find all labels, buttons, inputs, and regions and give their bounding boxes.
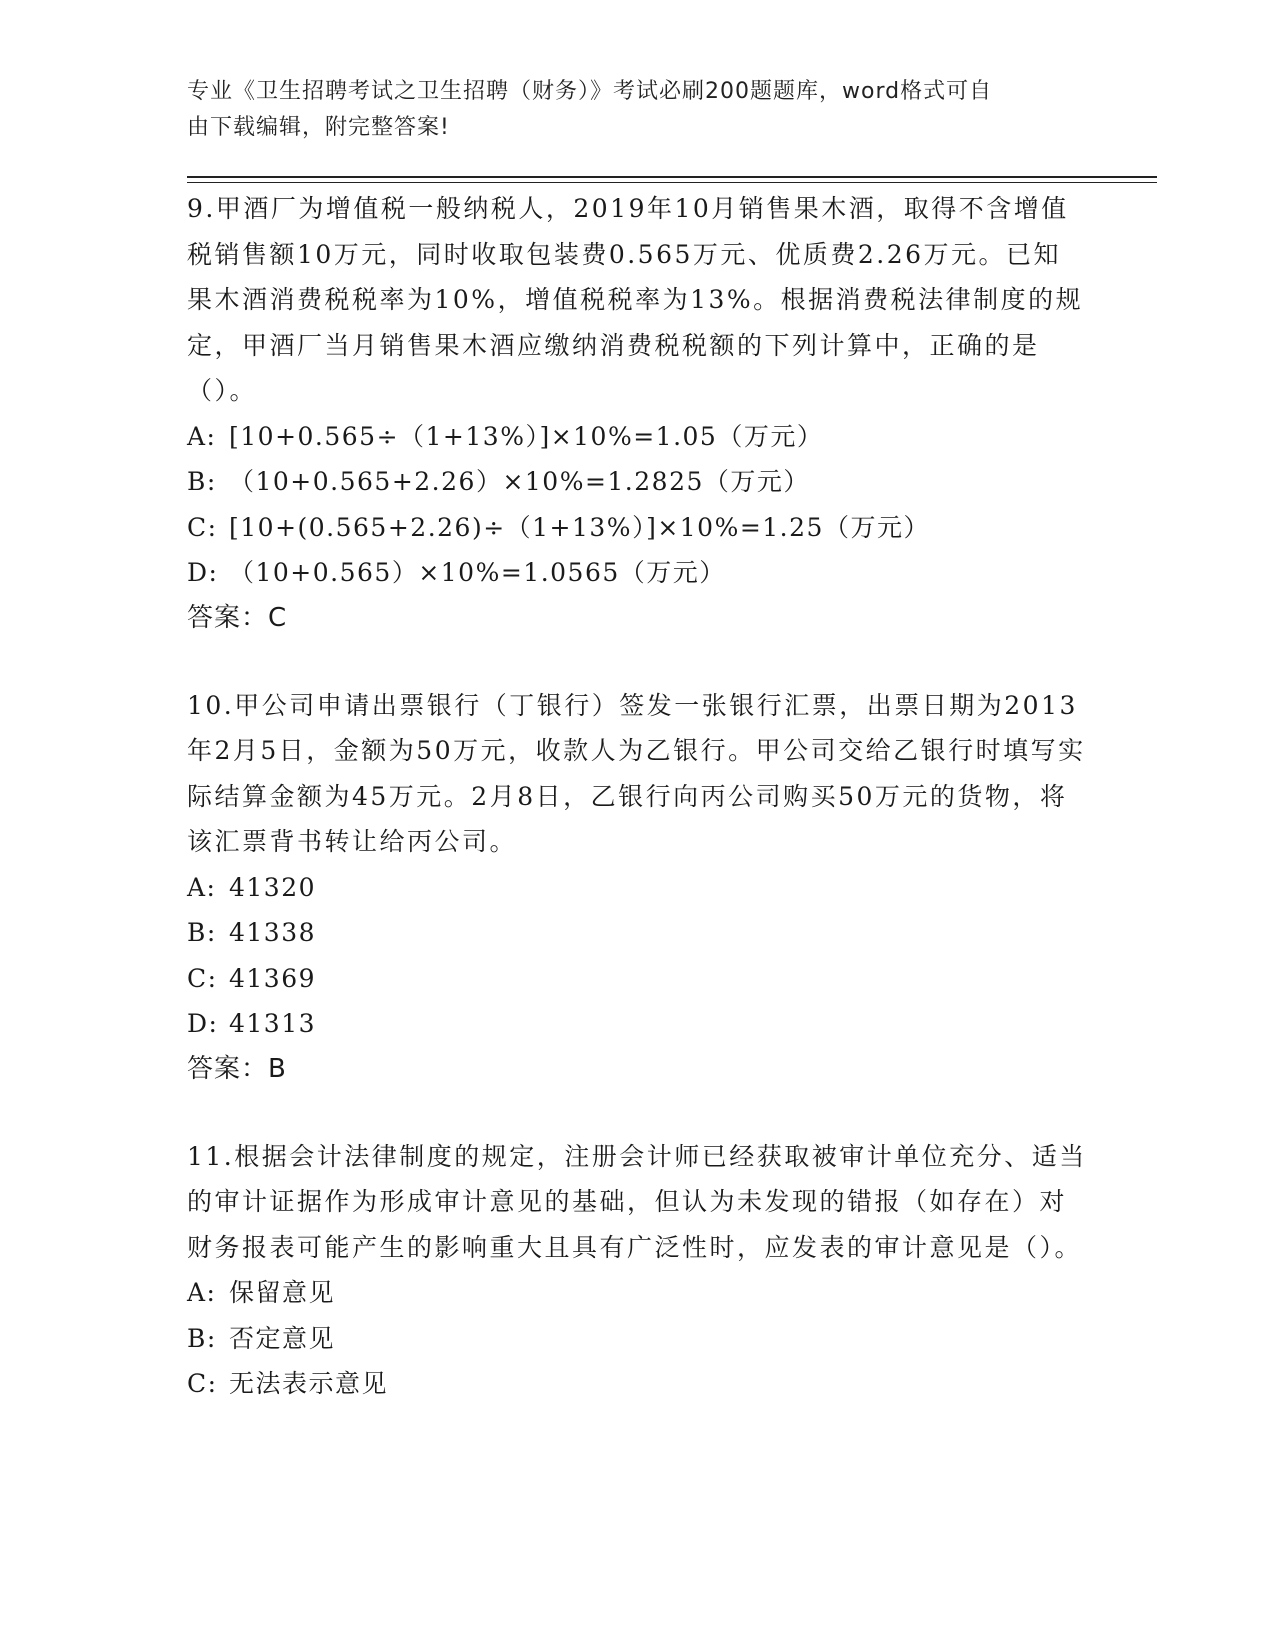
option-key: B: bbox=[187, 467, 217, 496]
option-b bbox=[187, 1316, 1087, 1362]
option-b bbox=[187, 910, 1087, 956]
option-d bbox=[187, 550, 1087, 596]
option-key: C: bbox=[187, 1369, 218, 1398]
option-c bbox=[187, 1361, 1087, 1407]
document-header bbox=[187, 74, 1087, 146]
option-b bbox=[187, 459, 1087, 505]
question-11 bbox=[187, 1134, 1087, 1407]
answer-label: 答案：C bbox=[187, 602, 288, 633]
option-text: 41313 bbox=[229, 1009, 317, 1038]
option-text: 无法表示意见 bbox=[229, 1369, 389, 1398]
option-key: B: bbox=[187, 918, 217, 947]
header-divider-thin bbox=[187, 182, 1157, 183]
option-key: C: bbox=[187, 963, 218, 993]
option-text: 保留意见 bbox=[229, 1278, 336, 1307]
question-text: 9.甲酒厂为增值税一般纳税人，2019年10月销售果木酒，取得不含增值税销售额10万元，同时收取包装费0.565万元、优质费2.26万元。已知果木酒消费税税率为10%，增值税税率为13%。根据消费税法律制度的规定，甲酒厂当月销售果木酒应缴纳消费税税额的下列计算中，正确的是（）。 bbox=[187, 194, 1084, 405]
option-key: B: bbox=[187, 1323, 217, 1353]
option-c bbox=[187, 956, 1087, 1002]
option-text: 41369 bbox=[229, 963, 317, 993]
option-a bbox=[187, 414, 1087, 460]
option-key: D: bbox=[187, 1009, 219, 1038]
option-text: （10+0.565+2.26）×10%=1.2825（万元） bbox=[229, 467, 810, 496]
question-list bbox=[187, 186, 1087, 1407]
question-10 bbox=[187, 683, 1087, 1092]
option-d bbox=[187, 1001, 1087, 1047]
header-line-2: 由下载编辑，附完整答案! bbox=[187, 115, 450, 140]
option-text: [10+0.565÷（1+13%）]×10%=1.05（万元） bbox=[229, 421, 824, 451]
option-c bbox=[187, 505, 1087, 551]
option-key: A: bbox=[187, 421, 217, 451]
question-text: 10.甲公司申请出票银行（丁银行）签发一张银行汇票，出票日期为2013年2月5日，金额为50万元，收款人为乙银行。甲公司交给乙银行时填写实际结算金额为45万元。2月8日，乙银行向丙公司购买50万元的货物，将该汇票背书转让给丙公司。 bbox=[187, 690, 1086, 856]
header-line-1: 专业《卫生招聘考试之卫生招聘（财务）》考试必刷200题题库，word格式可自 bbox=[187, 79, 993, 104]
option-key: C: bbox=[187, 512, 218, 542]
option-text: （10+0.565）×10%=1.0565（万元） bbox=[229, 558, 726, 587]
option-text: [10+(0.565+2.26)÷（1+13%）]×10%=1.25（万元） bbox=[229, 512, 930, 542]
answer-label: 答案：B bbox=[187, 1053, 287, 1084]
option-text: 否定意见 bbox=[229, 1323, 336, 1353]
option-a bbox=[187, 865, 1087, 911]
question-spacer bbox=[187, 1092, 1087, 1134]
option-a bbox=[187, 1270, 1087, 1316]
option-key: A: bbox=[187, 1278, 217, 1307]
option-text: 41338 bbox=[229, 918, 317, 947]
header-divider-thick bbox=[187, 176, 1157, 178]
option-key: A: bbox=[187, 872, 217, 902]
question-text: 11.根据会计法律制度的规定，注册会计师已经获取被审计单位充分、适当的审计证据作为形成审计意见的基础，但认为未发现的错报（如存在）对财务报表可能产生的影响重大且具有广泛性时，应发表的审计意见是（）。 bbox=[187, 1141, 1087, 1262]
question-spacer bbox=[187, 641, 1087, 683]
question-9 bbox=[187, 186, 1087, 641]
option-text: 41320 bbox=[229, 872, 317, 902]
option-key: D: bbox=[187, 558, 219, 587]
